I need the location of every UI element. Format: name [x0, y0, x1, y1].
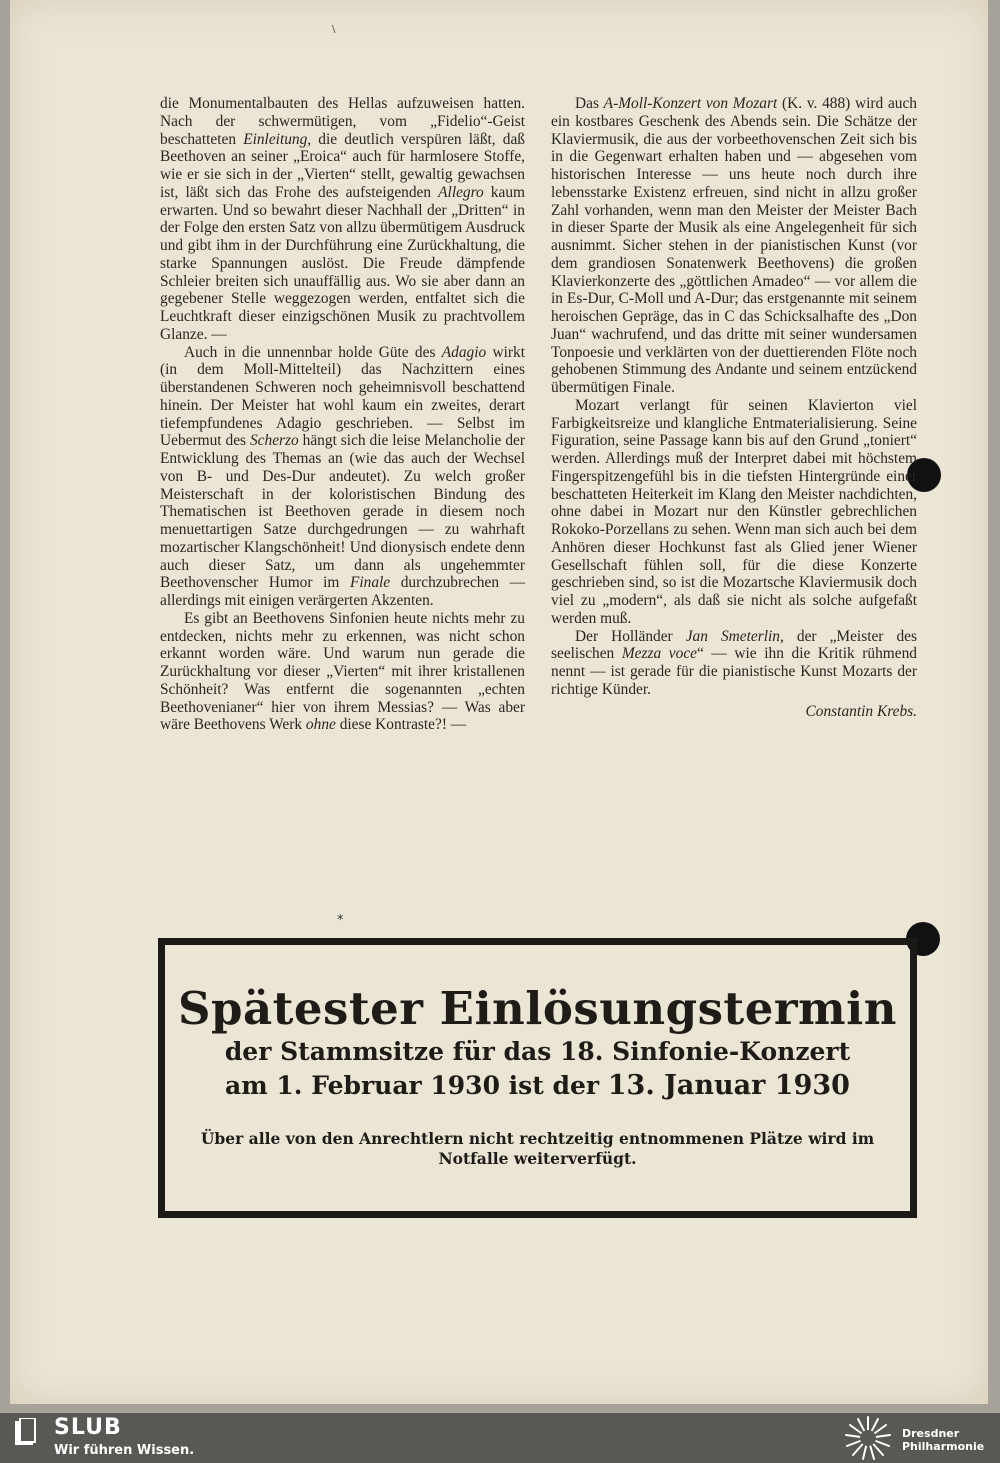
paragraph: Mozart verlangt für seinen Klavierton viel Farbigkeitsreize und klangliche Entmaterialisierung. Seine Figuration, seine Passage kann bis auf den Grund „toniert“ werden. Allerdings muß der Interpret dabei mit höchstem Fingerspitzengefühl bis in die tiefsten Hintergründe einer beschatteten Heiterkeit im Klang den Meister nachdichten, ohne dabei in Mozart nur den Künstler gebrechlichen Rokoko-Porzellans zu sehen. Wenn man sich auch bei dem Anhören dieser Hochkunst fast als Glied jener Wiener Gesellschaft fühlen soll, für die diese Konzerte geschrieben sind, so ist die Mozartsche Klaviermusik doch viel zu „modern“, als daß sie nicht als solche aufgefaßt werden muß.: [551, 396, 917, 627]
right-text-column: [551, 95, 917, 720]
notice-title: Spätester Einlösungstermin: [177, 982, 897, 1035]
footer-bar: [0, 1413, 1000, 1463]
philharmonie-logo-icon: [843, 1415, 893, 1461]
notice-box: [158, 938, 917, 1218]
section-divider-asterisk: *: [337, 913, 344, 928]
paragraph: Auch in die unnennbar holde Güte des Adagio wirkt (in dem Moll-Mittelteil) das Nachzittern eines überstandenen Schweren noch geheimnisvoll beschattend hinein. Der Meister hat wohl kaum ein zweites, derart tiefempfundenes Adagio geschrieben. — Selbst im Uebermut des Scherzo hängt sich die leise Melancholie der Entwicklung des Themas an (wie das auch der Wechsel von B- und Des-Dur andeutet). Zu welch großer Meisterschaft in der koloristischen Bindung des Thematischen ist Beethoven gerade in diesem noch menuettartigen Satze durchgedrungen — zu wahrhaft mozartischer Klangschönheit! Und dionysisch endete denn auch dieser Satz, um dann als ungehemmter Beethovenscher Humor im Finale durchzubrechen — allerdings mit einigen verärgerten Akzenten.: [160, 343, 526, 609]
author-signature: Constantin Krebs.: [805, 702, 917, 720]
philharmonie-name: Dresdner Philharmonie: [902, 1427, 985, 1453]
document-page: [10, 0, 988, 1404]
paragraph: Der Holländer Jan Smeterlin, der „Meister des seelischen Mezza voce“ — wie ihn die Kritik rühmend nennt — ist gerade für die pianistische Kunst Mozarts der richtige Künder.: [551, 627, 917, 698]
paragraph: die Monumentalbauten des Hellas aufzuweisen hatten. Nach der schwermütigen, vom „Fidelio“-Geist beschatteten Einleitung, die deutlich verspüren läßt, daß Beethoven an seiner „Eroica“ auch für harmlosere Stoffe, wie er sie sich in der „Vierten“ stellt, gewaltig gewachsen ist, läßt sich das Frohe des aufsteigenden Allegro kaum erwarten. Und so bewahrt dieser Nachhall der „Dritten“ in der Folge den ersten Satz von allzu übermütigem Ausdruck und gibt ihm in der Durchführung eine Zurückhaltung, die starke Spannungen auslöst. Die Freude dämpfende Schleier breiten sich unauffällig aus. Wo sie aber dann an gegebener Stelle weggezogen werden, entfaltet sich die Leuchtkraft dieser einzigschönen Musik zu prachtvollem Glanze. —: [160, 95, 526, 343]
slub-name: SLUB: [54, 1415, 122, 1440]
notice-line-1: der Stammsitze für das 18. Sinfonie-Konzert: [224, 1037, 851, 1066]
left-text-column: [160, 95, 525, 734]
paragraph: Das A-Moll-Konzert von Mozart (K. v. 488) wird auch ein kostbares Geschenk des Abends sein. Die Schätze der Klaviermusik, die aus der vorbeethovenschen Zeit sich bis in die Gegenwart erhalten haben und — abgesehen vom historischen Interesse — uns heute noch durch ihre lebensstarke Existenz erfreuen, sind nicht in allzu großer Zahl vorhanden, wenn man den Meister der Meister Bach in dieser Sparte der Musik als eine Angelegenheit für sich ausnimmt. Sicher stehen in der pianistischen Kunst (vor dem grandiosen Sonatenwerk Beethovens) die großen Klavierkonzerte des „göttlichen Amadeo“ — vor allem die in Es-Dur, C-Moll und A-Dur; das erstgenannte mit seinem heroischen Gepräge, das in C das Schicksalhafte des „Don Juan“ wachrufend, und das dritte mit seiner wundersamen Tonpoesie und verklärten von der duettierenden Flöte noch gehobenen Stimmung des Andante und seinem entzückend übermütigen Finale.: [551, 95, 917, 396]
slub-logo-icon: [12, 1418, 38, 1448]
margin-mark: \: [332, 24, 336, 35]
notice-line-2: am 1. Februar 1930 ist der 13. Januar 1930: [225, 1070, 850, 1101]
paragraph: Es gibt an Beethovens Sinfonien heute nichts mehr zu entdecken, nichts mehr zu erkennen, was nicht schon erkannt worden wäre. Und warum nun gerade die Zurückhaltung vor dieser „Vierten“ mit ihrer kristallenen Schönheit? Was entfernt die sogenannten „echten Beethovenianer“ hier von ihrem Messias? — Was aber wäre Beethovens Werk ohne diese Kontraste?! —: [160, 609, 525, 734]
notice-fineprint: Über alle von den Anrechtlern nicht rechtzeitig entnommenen Plätze wird im Notfalle weiterverfügt.: [200, 1129, 875, 1168]
slub-tagline: Wir führen Wissen.: [54, 1443, 195, 1458]
notice-deadline-date: 13. Januar 1930: [607, 1070, 850, 1101]
